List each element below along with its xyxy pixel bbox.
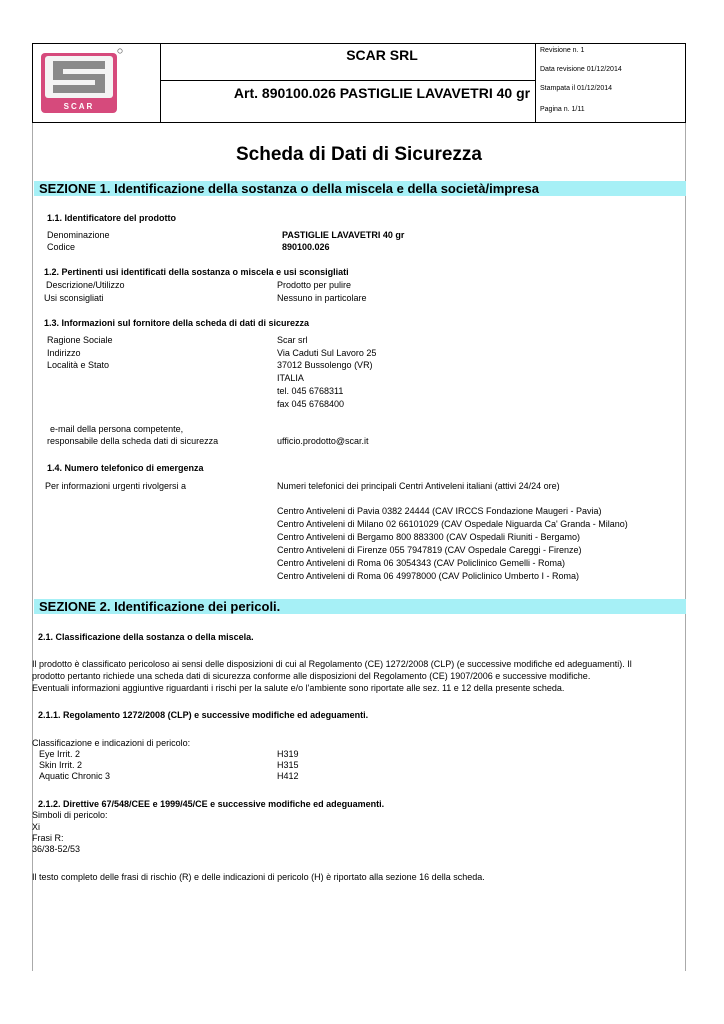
hazard-class: Eye Irrit. 2	[39, 749, 81, 759]
subsection-2-1-title: 2.1. Classificazione della sostanza o della miscela.	[38, 632, 254, 642]
email-label-line1: e-mail della persona competente,	[50, 424, 184, 434]
document-title: Scheda di Dati di Sicurezza	[235, 144, 483, 165]
fax: fax 045 6768400	[277, 399, 345, 409]
frasi-value: 36/38-52/53	[32, 844, 81, 854]
descrizione-label: Descrizione/Utilizzo	[46, 280, 125, 290]
subsection-1-3-title: 1.3. Informazioni sul fornitore della scheda di dati di sicurezza	[44, 318, 310, 328]
ragione-label: Ragione Sociale	[47, 335, 113, 345]
codice-value: 890100.026	[282, 242, 330, 252]
denominazione-label: Denominazione	[47, 230, 110, 240]
poison-center-line: Centro Antiveleni di Pavia 0382 24444 (CAV IRCCS Fondazione Maugeri - Pavia)	[277, 506, 602, 516]
indirizzo-label: Indirizzo	[47, 348, 81, 358]
hazard-code: H319	[277, 749, 299, 759]
subsection-1-2-title: 1.2. Pertinenti usi identificati della sostanza o miscela e usi sconsigliati	[44, 267, 349, 277]
poison-center-line: Centro Antiveleni di Roma 06 49978000 (CAV Policlinico Umberto I - Roma)	[277, 571, 579, 581]
classification-paragraph-line: prodotto pertanto richiede una scheda dati di sicurezza conforme alle disposizioni del Regolamento (CE) 1907/2006 e successive modifiche.	[32, 671, 591, 681]
subsection-2-1-2-title: 2.1.2. Direttive 67/548/CEE e 1999/45/CE e successive modifiche ed adeguamenti.	[38, 799, 385, 809]
document-header	[32, 43, 686, 123]
poison-center-line: Centro Antiveleni di Bergamo 800 883300 (CAV Ospedali Riuniti - Bergamo)	[277, 532, 580, 542]
urgenti-label: Per informazioni urgenti rivolgersi a	[45, 481, 187, 491]
logo-text: SCAR	[63, 102, 95, 111]
telephone: tel. 045 6768311	[277, 386, 344, 396]
localita-label: Località e Stato	[47, 360, 110, 370]
subsection-1-1-title: 1.1. Identificatore del prodotto	[47, 213, 177, 223]
usi-label: Usi sconsigliati	[44, 293, 104, 303]
classification-paragraph-line: Eventuali informazioni aggiuntive riguardanti i rischi per la salute e/o l'ambiente sono riportate alle sez. 11 e 12 della presente scheda.	[32, 683, 565, 693]
urgenti-value: Numeri telefonici dei principali Centri Antiveleni italiani (attivi 24/24 ore)	[277, 481, 560, 491]
simboli-value: Xi	[32, 822, 41, 832]
poison-center-line: Centro Antiveleni di Milano 02 66101029 (CAV Ospedale Niguarda Ca' Granda - Milano)	[277, 519, 628, 529]
ragione-value: Scar srl	[277, 335, 308, 345]
hazard-class: Skin Irrit. 2	[39, 760, 83, 770]
classification-paragraph-line: Il prodotto è classificato pericoloso ai sensi delle disposizioni di cui al Regolamento (CE) 1272/2008 (CLP) (e successive modifiche ed adeguamenti). Il	[32, 659, 632, 669]
simboli-label: Simboli di pericolo:	[32, 810, 108, 820]
localita-value: 37012 Bussolengo (VR)	[277, 360, 373, 370]
poison-center-line: Centro Antiveleni di Firenze 055 7947819 (CAV Ospedale Careggi - Firenze)	[277, 545, 582, 555]
section-1-heading: SEZIONE 1. Identificazione della sostanza o della miscela e della società/impresa	[39, 181, 539, 196]
hazard-class: Aquatic Chronic 3	[39, 771, 111, 781]
poison-center-line: Centro Antiveleni di Roma 06 3054343 (CAV Policlinico Gemelli - Roma)	[277, 558, 565, 568]
section-2-bar	[34, 599, 686, 614]
revision-number: Revisione n. 1	[540, 47, 585, 54]
hazard-code: H412	[277, 771, 299, 781]
header-divider	[160, 44, 161, 122]
section-2-heading: SEZIONE 2. Identificazione dei pericoli.	[39, 599, 281, 614]
subsection-1-4-title: 1.4. Numero telefonico di emergenza	[47, 463, 204, 473]
section-1-bar	[34, 181, 686, 196]
page-number: Pagina n. 1/11	[540, 106, 585, 113]
frasi-label: Frasi R:	[32, 833, 64, 843]
hazard-code: H315	[277, 760, 299, 770]
company-name: SCAR SRL	[346, 47, 418, 63]
scar-logo	[39, 47, 123, 119]
usi-value: Nessuno in particolare	[277, 293, 367, 303]
country: ITALIA	[277, 373, 304, 383]
subsection-2-1-1-title: 2.1.1. Regolamento 1272/2008 (CLP) e successive modifiche ed adeguamenti.	[38, 710, 369, 720]
header-divider	[160, 80, 535, 81]
descrizione-value: Prodotto per pulire	[277, 280, 352, 290]
codice-label: Codice	[47, 242, 76, 252]
indirizzo-value: Via Caduti Sul Lavoro 25	[277, 348, 377, 358]
final-note: Il testo completo delle frasi di rischio (R) e delle indicazioni di pericolo (H) è riportato alla sezione 16 della scheda.	[32, 872, 485, 882]
denominazione-value: PASTIGLIE LAVAVETRI 40 gr	[282, 230, 405, 240]
article-title: Art. 890100.026 PASTIGLIE LAVAVETRI 40 gr	[233, 85, 531, 101]
email-label-line2: responsabile della scheda dati di sicurezza	[47, 436, 219, 446]
email-value: ufficio.prodotto@scar.it	[277, 436, 369, 446]
revision-date: Data revisione 01/12/2014	[540, 66, 622, 73]
print-date: Stampata il 01/12/2014	[540, 85, 612, 92]
classification-label: Classificazione e indicazioni di pericolo:	[32, 738, 191, 748]
